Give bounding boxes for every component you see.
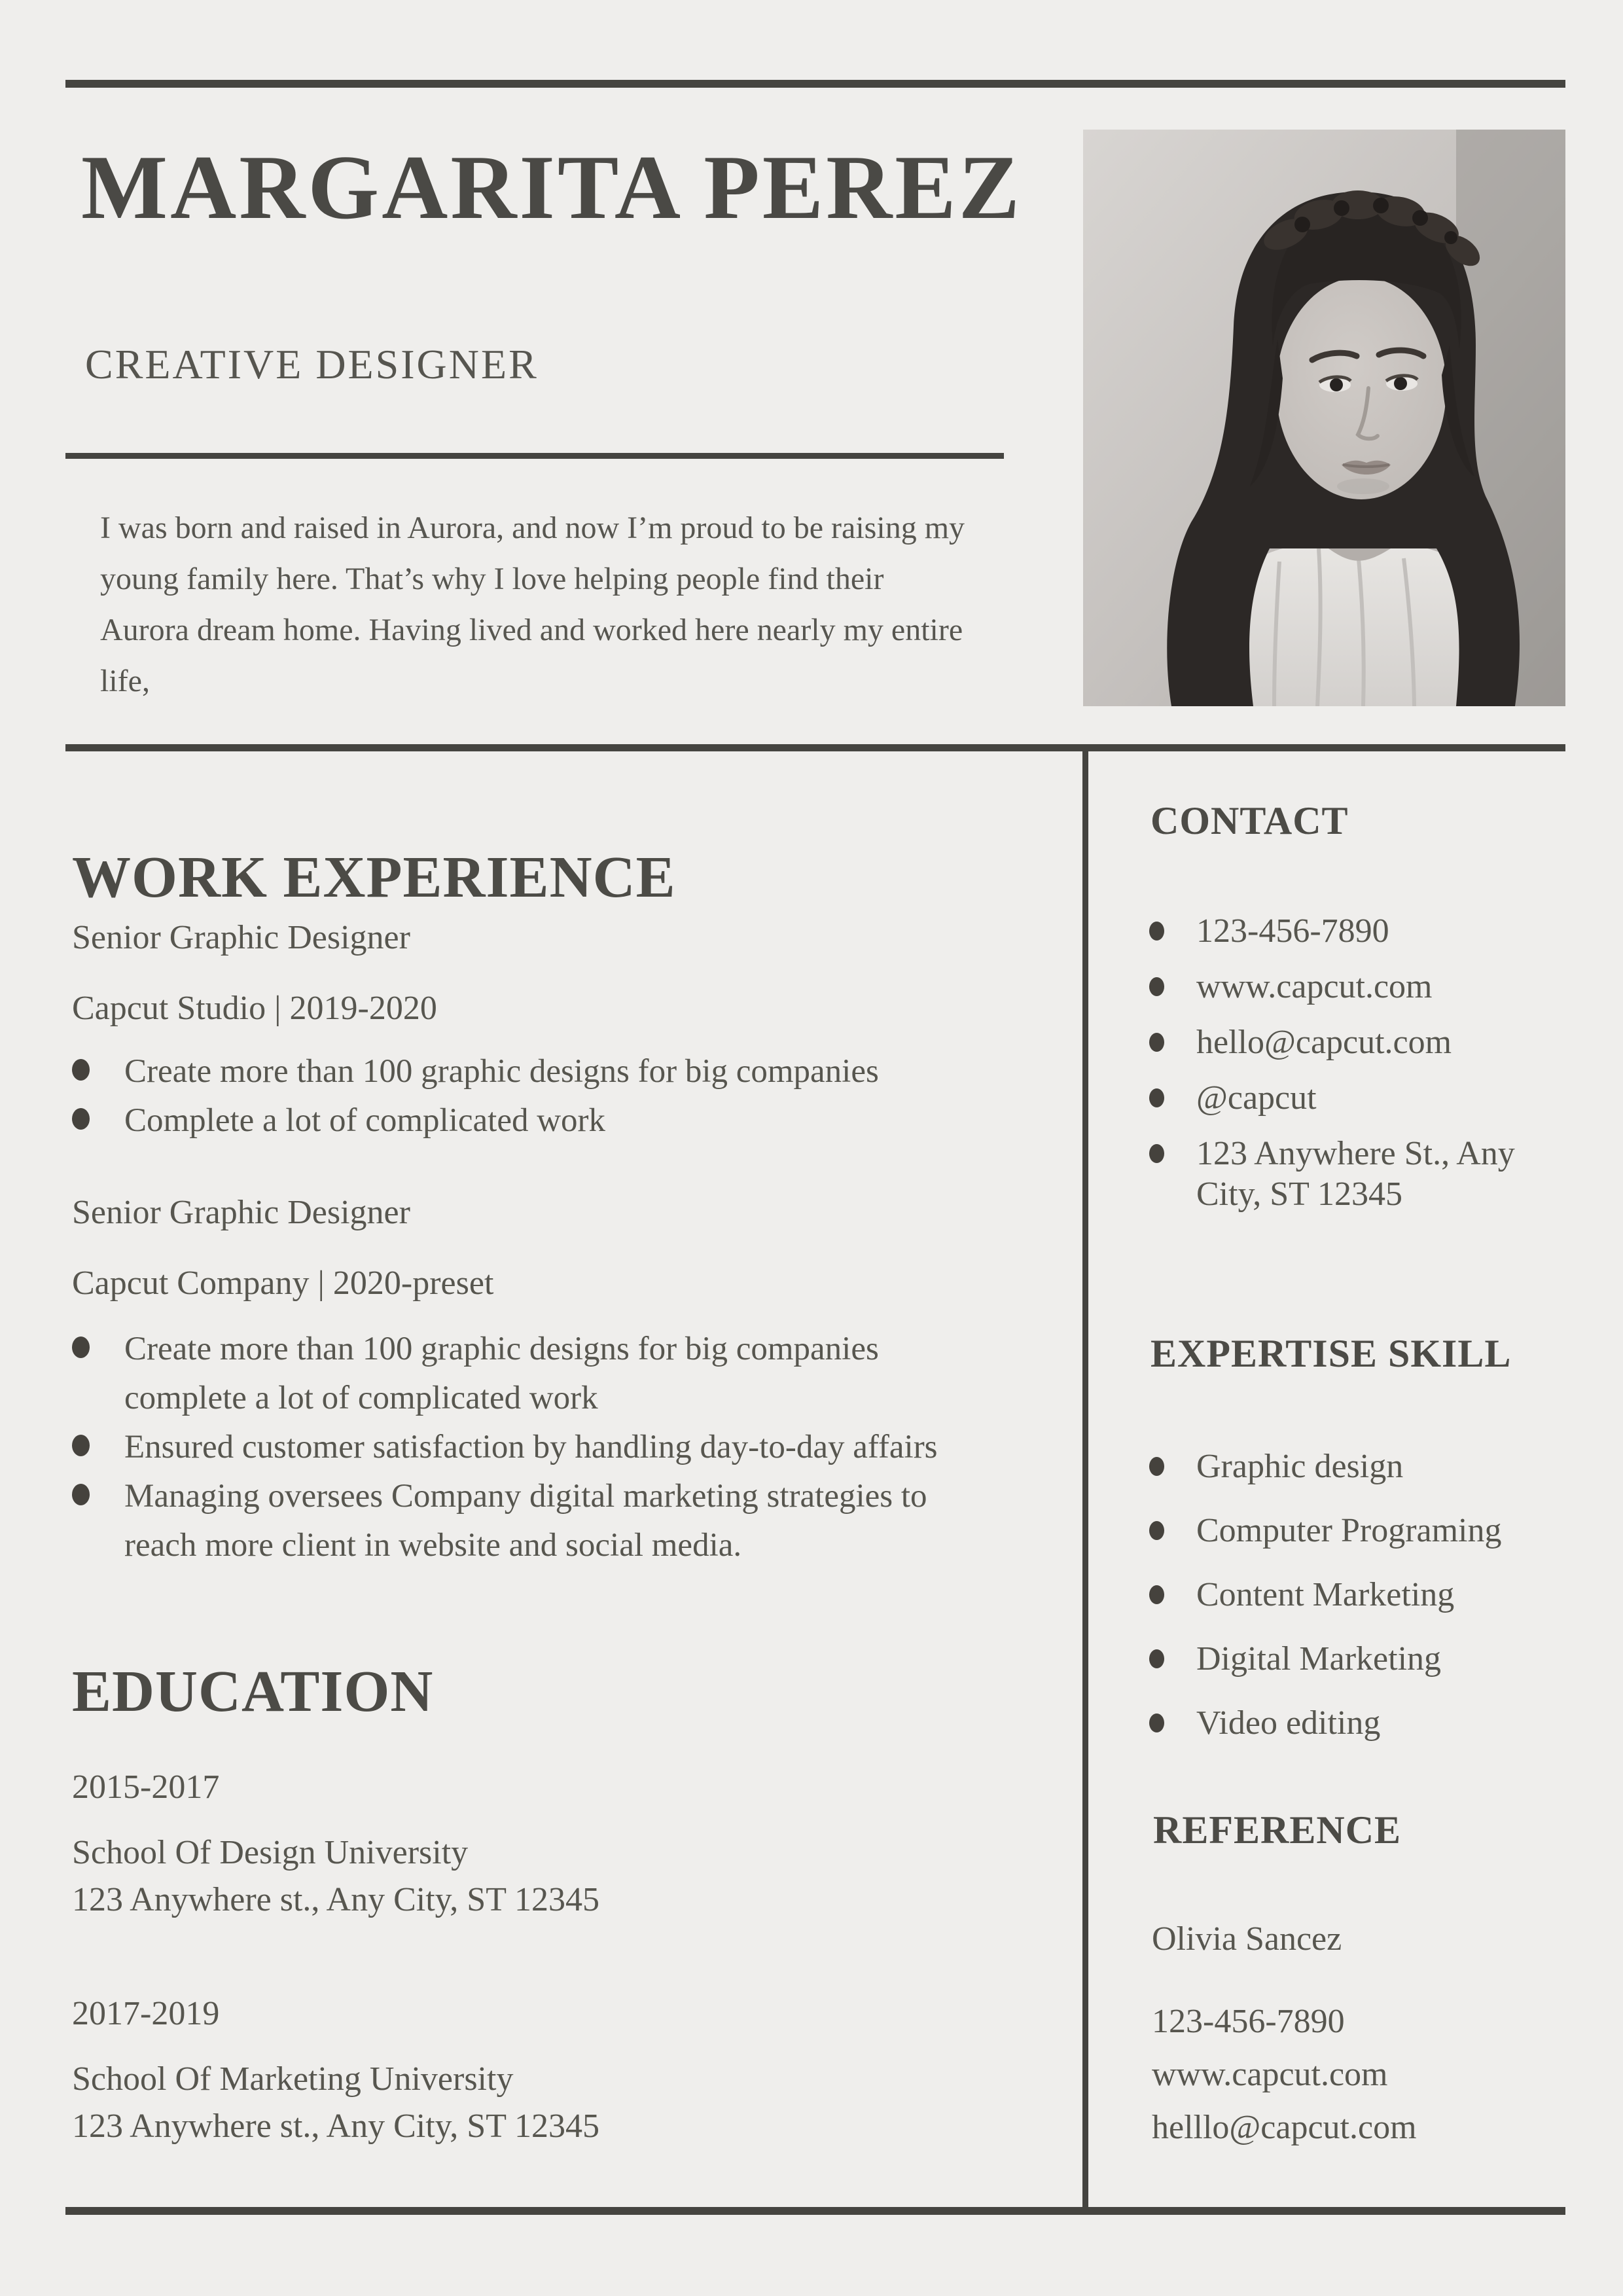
contact-item-social [1149,1078,1568,1119]
contact-item-phone [1149,911,1568,952]
title-rule [65,453,1004,459]
bullet-dot-icon [1149,1649,1164,1668]
section-heading-education: EDUCATION [72,1659,434,1724]
profile-photo [1083,130,1565,706]
skill-text: Graphic design [1196,1448,1404,1485]
education-years: 2015-2017 [72,1768,220,1806]
skill-text: Content Marketing [1196,1576,1455,1613]
education-school: School Of Marketing University [72,2060,514,2098]
skill-text: Video editing [1196,1704,1381,1742]
bullet-dot-icon [1149,1713,1164,1732]
skill-item [1149,1511,1568,1551]
bullet-dot-icon [1149,922,1164,941]
section-heading-contact: CONTACT [1150,799,1349,842]
section-heading-work-experience: WORK EXPERIENCE [72,845,676,910]
skill-item [1149,1575,1568,1615]
contact-text: @capcut [1196,1079,1317,1117]
skill-item [1149,1639,1568,1679]
job-bullet-list [72,1047,988,1145]
contact-list [1149,911,1568,1230]
contact-item-website [1149,967,1568,1007]
contact-text: hello@capcut.com [1196,1024,1452,1061]
job-role-subtitle: CREATIVE DESIGNER [85,341,539,387]
list-item [72,1325,988,1423]
page-title-name: MARGARITA PEREZ [81,137,1023,238]
bullet-dot-icon [72,1108,90,1130]
reference-email: helllo@capcut.com [1152,2109,1417,2146]
bullet-dot-icon [72,1484,90,1505]
reference-phone: 123-456-7890 [1152,2003,1345,2040]
skill-item [1149,1446,1568,1487]
education-school: School Of Design University [72,1834,469,1871]
bullet-text: Managing oversees Company digital marketing strategies to reach more client in website and social media. [124,1478,927,1564]
list-item [72,1423,988,1472]
bullet-dot-icon [1149,1033,1164,1052]
list-item [72,1047,988,1096]
bullet-dot-icon [72,1435,90,1456]
column-divider-rule [1082,744,1088,2215]
list-item [72,1472,988,1570]
section-heading-reference: REFERENCE [1153,1808,1402,1852]
bullet-dot-icon [1149,1144,1164,1163]
reference-name: Olivia Sancez [1152,1920,1342,1958]
job-meta: Capcut Studio | 2019-2020 [72,990,437,1027]
contact-item-address [1149,1134,1568,1215]
contact-text: 123-456-7890 [1196,912,1389,950]
job-meta: Capcut Company | 2020-preset [72,1265,494,1302]
bullet-dot-icon [1149,977,1164,996]
contact-text: www.capcut.com [1196,968,1433,1005]
skill-text: Computer Programing [1196,1512,1502,1549]
bullet-dot-icon [72,1059,90,1081]
job-title: Senior Graphic Designer [72,919,410,956]
reference-website: www.capcut.com [1152,2056,1388,2093]
bullet-text: Create more than 100 graphic designs for big companies complete a lot of complicated work [124,1331,879,1416]
bottom-rule [65,2207,1565,2215]
bullet-text: Complete a lot of complicated work [124,1102,606,1139]
bullet-dot-icon [1149,1521,1164,1540]
skill-text: Digital Marketing [1196,1640,1442,1677]
intro-paragraph: I was born and raised in Aurora, and now I’m proud to be raising my young family here. That’s why I love helping people find their Aurora dream home. Having lived and worked here nearly my entire life, [100,511,965,698]
bullet-dot-icon [1149,1585,1164,1604]
top-rule [65,80,1565,88]
bullet-dot-icon [1149,1088,1164,1107]
skill-item [1149,1703,1568,1744]
reference-contact-lines [1152,2001,1417,2148]
job-title: Senior Graphic Designer [72,1194,410,1231]
mid-rule [65,744,1565,751]
skill-list [1149,1446,1568,1767]
contact-item-email [1149,1022,1568,1063]
bullet-text: Ensured customer satisfaction by handling day-to-day affairs [124,1429,938,1465]
list-item [72,1096,988,1145]
education-address: 123 Anywhere st., Any City, ST 12345 [72,1881,600,1918]
education-address: 123 Anywhere st., Any City, ST 12345 [72,2108,600,2145]
contact-text: 123 Anywhere St., Any City, ST 12345 [1196,1135,1515,1213]
job-bullet-list [72,1325,988,1570]
bullet-dot-icon [72,1336,90,1358]
bullet-dot-icon [1149,1457,1164,1476]
section-heading-expertise-skill: EXPERTISE SKILL [1150,1332,1512,1375]
bullet-text: Create more than 100 graphic designs for big companies [124,1053,879,1090]
education-years: 2017-2019 [72,1995,220,2032]
portrait-illustration [1083,130,1565,706]
